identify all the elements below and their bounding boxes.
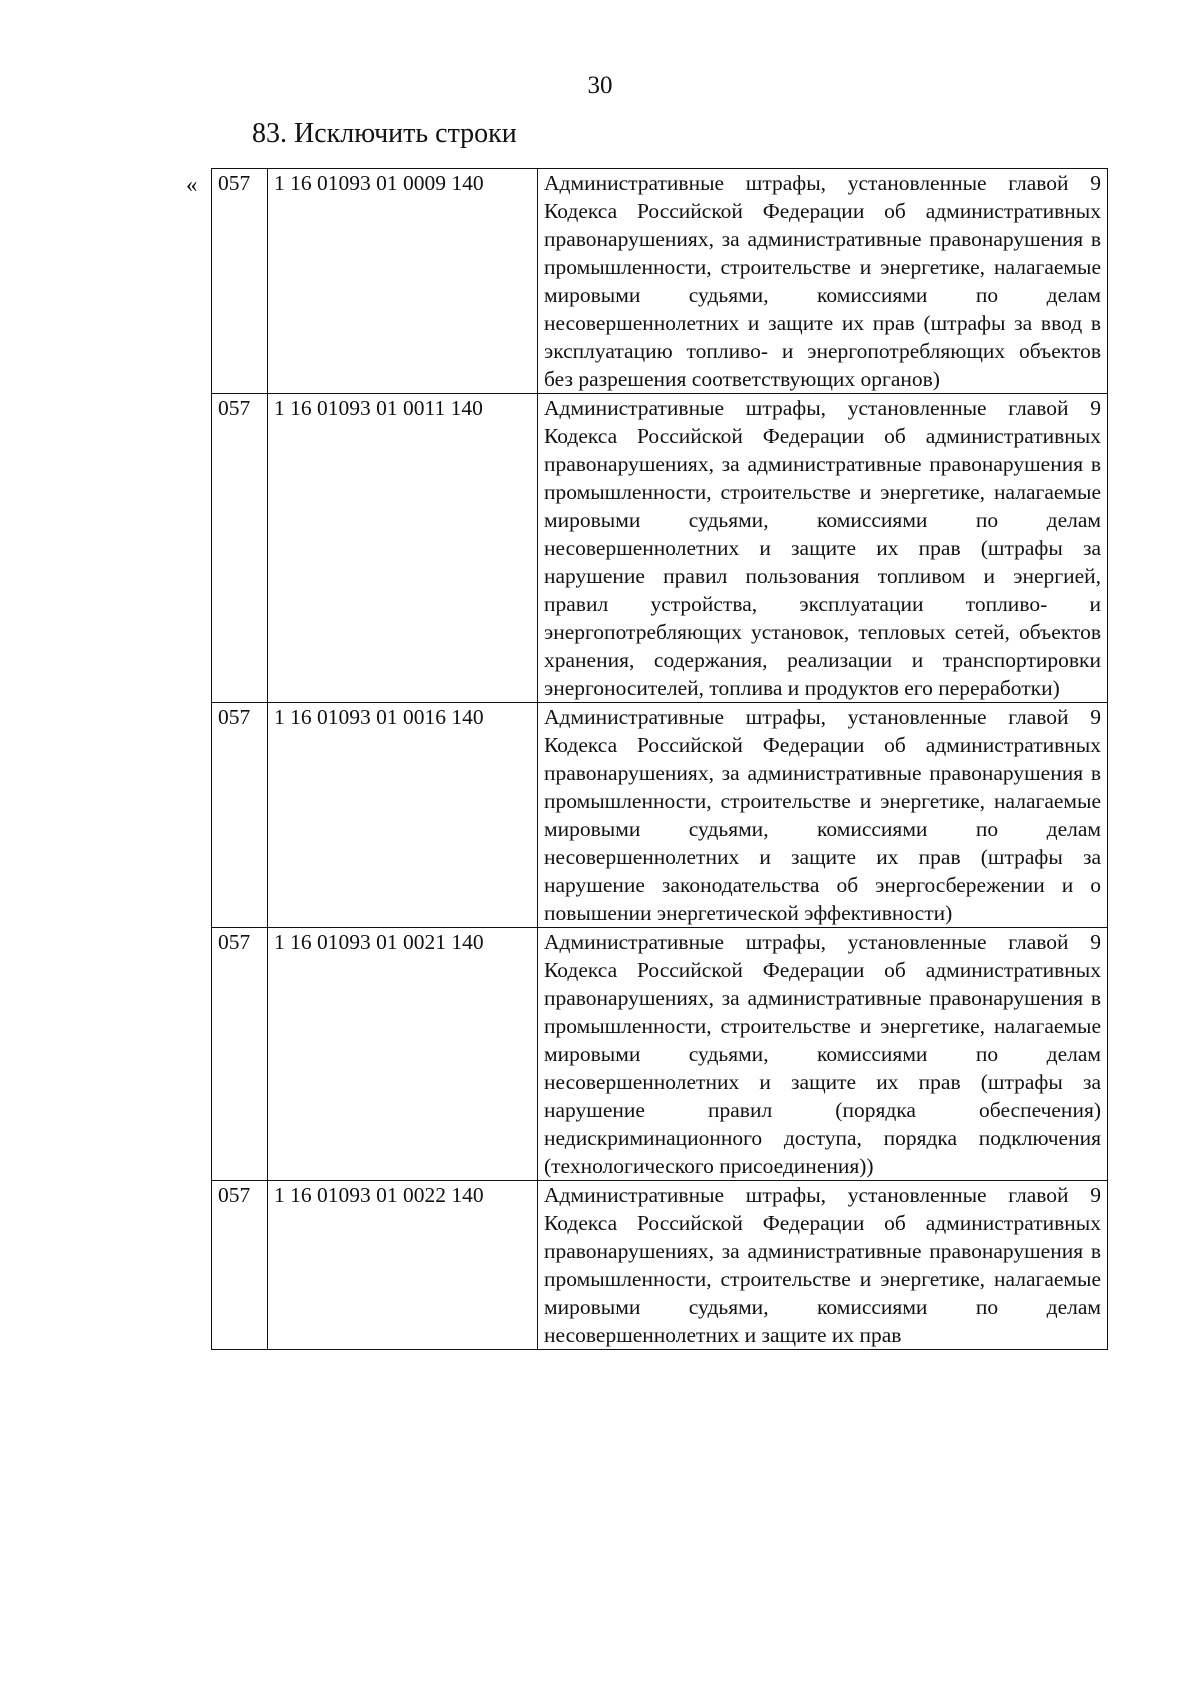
section-heading: 83. Исключить строки — [252, 118, 517, 149]
admin-code-cell: 057 — [212, 928, 268, 1181]
description-cell: Административные штрафы, установленные главой 9 Кодекса Российской Федерации об административных правонарушениях, за административные правонарушения в промышленности, строительстве и энергетике, налагаемые мировыми судьями, комиссиями по делам несовершеннолетних и защите их прав (штрафы за нарушение правил (порядка обеспечения) недискриминационного доступа, порядка подключения (технологического присоединения)) — [538, 928, 1108, 1181]
table-row — [212, 394, 1108, 703]
admin-code-cell: 057 — [212, 394, 268, 703]
kbk-code-cell: 1 16 01093 01 0016 140 — [268, 703, 538, 928]
table-row — [212, 1181, 1108, 1350]
admin-code-cell: 057 — [212, 1181, 268, 1350]
budget-codes-table — [211, 168, 1108, 1350]
description-cell: Административные штрафы, установленные главой 9 Кодекса Российской Федерации об административных правонарушениях, за административные правонарушения в промышленности, строительстве и энергетике, налагаемые мировыми судьями, комиссиями по делам несовершеннолетних и защите их прав (штрафы за ввод в эксплуатацию топливо- и энергопотребляющих объектов без разрешения соответствующих органов) — [538, 169, 1108, 394]
table-row — [212, 169, 1108, 394]
kbk-code-cell: 1 16 01093 01 0022 140 — [268, 1181, 538, 1350]
table-row — [212, 703, 1108, 928]
description-cell: Административные штрафы, установленные главой 9 Кодекса Российской Федерации об административных правонарушениях, за административные правонарушения в промышленности, строительстве и энергетике, налагаемые мировыми судьями, комиссиями по делам несовершеннолетних и защите их прав (штрафы за нарушение законодательства об энергосбережении и о повышении энергетической эффективности) — [538, 703, 1108, 928]
kbk-code-cell: 1 16 01093 01 0011 140 — [268, 394, 538, 703]
description-cell: Административные штрафы, установленные главой 9 Кодекса Российской Федерации об административных правонарушениях, за административные правонарушения в промышленности, строительстве и энергетике, налагаемые мировыми судьями, комиссиями по делам несовершеннолетних и защите их прав — [538, 1181, 1108, 1350]
page-number: 30 — [587, 72, 613, 99]
admin-code-cell: 057 — [212, 703, 268, 928]
table-row — [212, 928, 1108, 1181]
description-cell: Административные штрафы, установленные главой 9 Кодекса Российской Федерации об административных правонарушениях, за административные правонарушения в промышленности, строительстве и энергетике, налагаемые мировыми судьями, комиссиями по делам несовершеннолетних и защите их прав (штрафы за нарушение правил пользования топливом и энергией, правил устройства, эксплуатации топливо- и энергопотребляющих установок, тепловых сетей, объектов хранения, содержания, реализации и транспортировки энергоносителей, топлива и продуктов его переработки) — [538, 394, 1108, 703]
opening-quote: « — [186, 172, 198, 197]
kbk-code-cell: 1 16 01093 01 0009 140 — [268, 169, 538, 394]
admin-code-cell: 057 — [212, 169, 268, 394]
kbk-code-cell: 1 16 01093 01 0021 140 — [268, 928, 538, 1181]
